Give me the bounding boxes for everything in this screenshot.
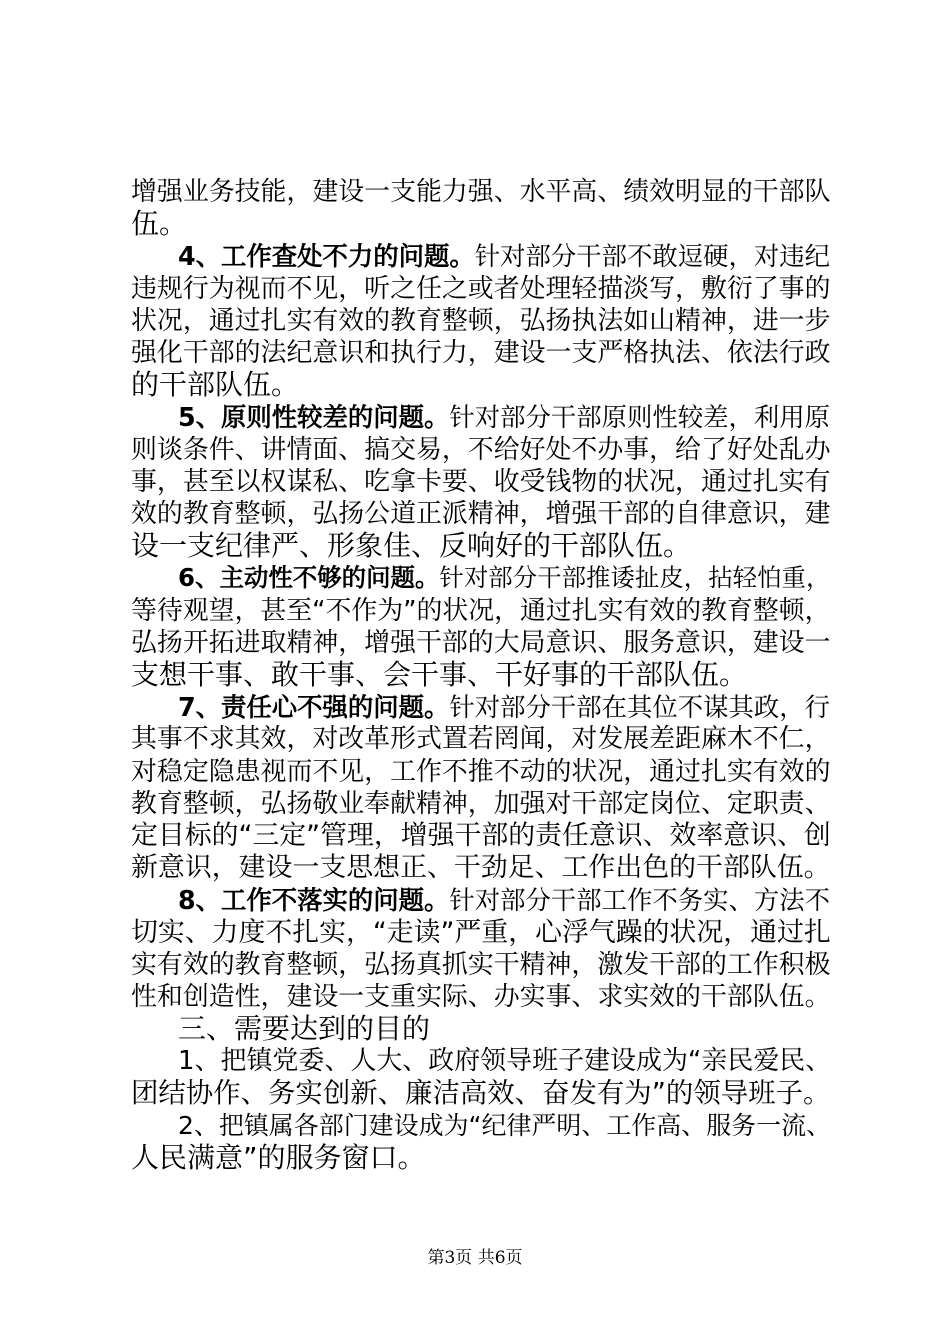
body-text: 新意识，建设一支思想正、干劲足、工作出色的干部队伍。 [131, 852, 831, 884]
body-text: 针对部分干部原则性较差，利用原 [449, 402, 831, 433]
body-text: 定目标的“三定”管理，增强干部的责任意识、效率意识、创 [131, 820, 831, 851]
body-text: 1、把镇党委、人大、政府领导班子建设成为“亲民爱民、 [178, 1046, 832, 1077]
heading-text: 4、工作查处不力的问题。 [178, 241, 475, 272]
body-text: 教育整顿，弘扬敬业奉献精神，加强对干部定岗位、定职责、 [131, 788, 831, 819]
body-text: 事，甚至以权谋私、吃拿卡要、收受钱物的状况，通过扎实有 [131, 466, 831, 497]
heading-text: 6、主动性不够的问题。 [178, 563, 440, 593]
body-text: 针对部分干部在其位不谋其政，行 [449, 692, 831, 723]
body-text: 状况，通过扎实有效的教育整顿，弘扬执法如山精神，进一步 [131, 305, 831, 336]
body-text: 切实、力度不扎实，“走读”严重，心浮气躁的状况，通过扎 [131, 916, 831, 948]
body-text: 支想干事、敢干事、会干事、干好事的干部队伍。 [131, 658, 748, 691]
paragraph-line [131, 1138, 426, 1178]
body-text: 针对部分干部不敢逗硬，对违纪 [474, 241, 831, 272]
page-footer: 第3页 共6页 [427, 1248, 523, 1268]
body-text: 等待观望，甚至“不作为”的状况，通过扎实有效的教育整顿， [131, 595, 831, 626]
body-text: 违规行为视而不见，听之任之或者处理轻描淡写，敷衍了事的 [131, 273, 831, 304]
body-text: 实有效的教育整顿，弘扬真抓实干精神，激发干部的工作积极 [131, 949, 831, 980]
body-text: 团结协作、务实创新、廉洁高效、奋发有为”的领导班子。 [131, 1077, 831, 1109]
body-text: 其事不求其效，对改革形式置若罔闻，对发展差距麻木不仁， [131, 724, 831, 755]
paragraph-line [131, 172, 830, 212]
body-text: 2、把镇属各部门建设成为“纪律严明、工作高、服务一流、 [178, 1110, 832, 1140]
body-text: 对稳定隐患视而不见，工作不推不动的状况，通过扎实有效的 [131, 756, 831, 787]
body-text: 强化干部的法纪意识和执行力，建设一支严格执法、依法行政 [131, 338, 831, 368]
heading-text: 7、责任心不强的问题。 [178, 692, 450, 723]
body-text: 设一支纪律严、形象佳、反响好的干部队伍。 [131, 529, 692, 563]
body-text: 增强业务技能，建设一支能力强、水平高、绩效明显的干部队 [131, 177, 831, 207]
body-text: 效的教育整顿，弘扬公道正派精神，增强干部的自律意识，建 [131, 499, 831, 529]
body-text: 三、需要达到的目的 [178, 1012, 431, 1046]
body-text: 性和创造性，建设一支重实际、办实事、求实效的干部队伍。 [131, 982, 831, 1012]
body-text: 的干部队伍。 [131, 368, 300, 402]
body-text: 弘扬开拓进取精神，增强干部的大局意识、服务意识，建设一 [131, 627, 831, 658]
body-text: 针对部分干部工作不务实、方法不 [449, 885, 831, 916]
body-text: 人民满意”的服务窗口。 [131, 1141, 426, 1174]
body-text: 针对部分干部推诿扯皮，拈轻怕重， [439, 563, 831, 593]
heading-text: 5、原则性较差的问题。 [178, 402, 450, 433]
body-text: 则谈条件、讲情面、搞交易，不给好处不办事，给了好处乱办 [131, 434, 831, 465]
body-text: 伍。 [131, 207, 188, 241]
heading-text: 8、工作不落实的问题。 [178, 885, 450, 916]
